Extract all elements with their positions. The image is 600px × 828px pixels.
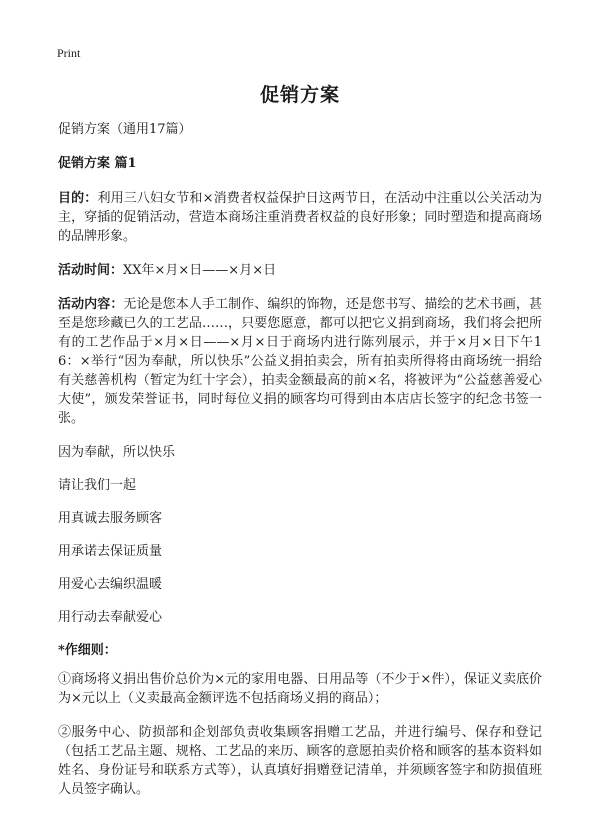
slogan-line: 用爱心去编织温暖 — [58, 577, 163, 592]
rule-item: ①商场将义捐出售价总价为×元的家用电器、日用品等（不少于×件），保证义卖底价为×元以上（义卖最高金额评选不包括商场义捐的商品）； — [58, 672, 542, 706]
page-title: 促销方案 — [259, 84, 340, 106]
time-paragraph — [58, 261, 542, 280]
document-body — [58, 120, 542, 814]
content-text: 无论是您本人手工制作、编织的饰物，还是您书写、描绘的艺术书画，甚至是您珍藏已久的工艺品……，只要您愿意，都可以把它义捐到商场，我们将会把所有的工艺作品于×月×日——×月×日于商场内进行陈列展示，并于×月×日下午16：×举行“因为奉献，所以快乐”公益义捐拍卖会，所有拍卖所得将由商场统一捐给有关慈善机构（暂定为红十字会），拍卖金额最高的前×名，将被评为“公益慈善爱心大使”，颁发荣誉证书，同时每位义捐的顾客均可得到由本店店长签字的纪念书签一张。 — [58, 297, 542, 426]
content-label: 活动内容： — [58, 297, 124, 312]
subtitle: 促销方案（通用17篇） — [58, 122, 192, 137]
goal-label: 目的： — [58, 191, 98, 206]
slogan-line: 请让我们一起 — [58, 478, 137, 493]
print-label: Print — [57, 46, 81, 60]
content-paragraph — [58, 295, 542, 428]
slogan-line: 因为奉献，所以快乐 — [58, 445, 176, 460]
rule-item: ②服务中心、防损部和企划部负责收集顾客捐赠工艺品，并进行编号、保存和登记（包括工艺品主题、规格、工艺品的来历、顾客的意愿拍卖价格和顾客的基本资料如姓名、身份证号和联系方式等），认真填好捐赠登记清单，并须顾客签字和防损值班人员签字确认。 — [58, 725, 542, 797]
goal-paragraph — [58, 189, 542, 246]
time-text: XX年×月×日——×月×日 — [123, 263, 277, 278]
rules-heading: *作细则： — [58, 643, 117, 658]
section-heading: 促销方案 篇1 — [58, 156, 137, 171]
slogan-line: 用行动去奉献爱心 — [58, 610, 163, 625]
time-label: 活动时间： — [58, 263, 124, 278]
slogan-line: 用承诺去保证质量 — [58, 544, 163, 559]
slogan-line: 用真诚去服务顾客 — [58, 511, 163, 526]
goal-text: 利用三八妇女节和×消费者权益保护日这两节日，在活动中注重以公关活动为主，穿插的促销活动，营造本商场注重消费者权益的良好形象；同时塑造和提高商场的品牌形象。 — [58, 191, 542, 244]
